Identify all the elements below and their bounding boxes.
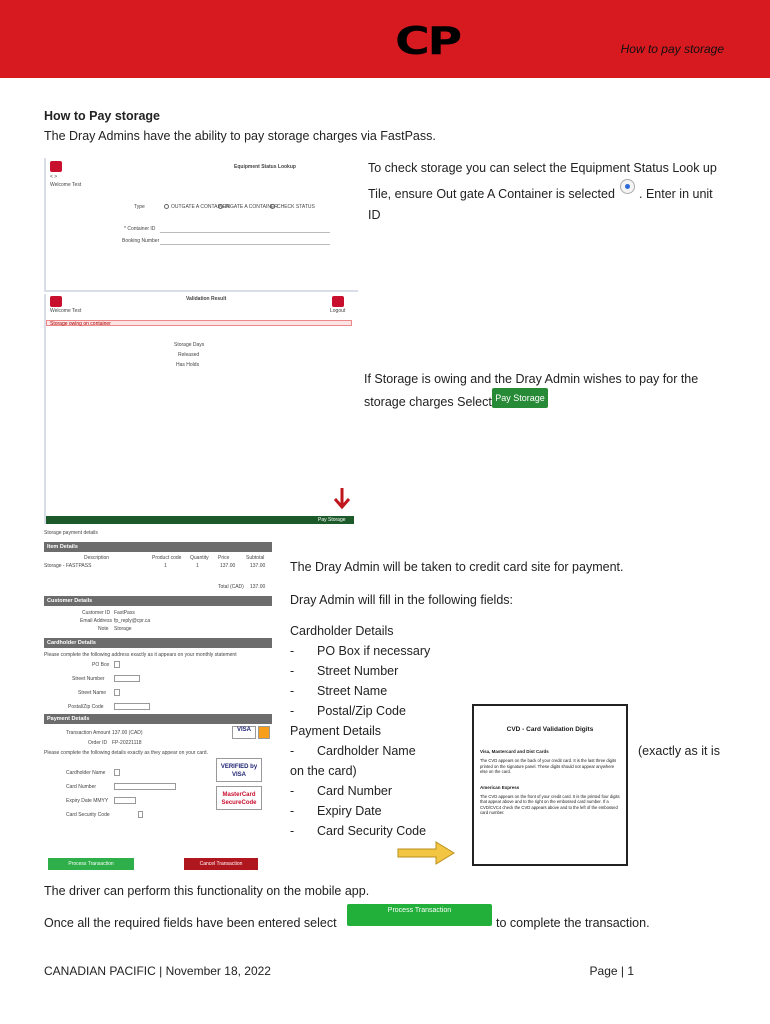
- street-name-label: Street Name: [78, 690, 107, 696]
- payment-name-cont: on the card): [290, 764, 357, 778]
- cardholder-item: Postal/Zip Code: [317, 704, 406, 718]
- postal-label: Postal/Zip Code: [68, 704, 104, 710]
- equipment-lookup-screenshot: [44, 158, 358, 292]
- step1-line2b: . Enter in unit: [639, 187, 713, 201]
- shot1-title: Equipment Status Lookup: [234, 164, 296, 170]
- final-before: Once all the required fields have been entered select: [44, 916, 337, 930]
- process-transaction-button-mock[interactable]: Process Transaction: [48, 858, 134, 870]
- intro-text: The Dray Admins have the ability to pay storage charges via FastPass.: [44, 129, 436, 143]
- cvd-p1: The CVD appears on the back of your credit card. It is the last three digits printed on the signature panel. These digits should not appear anywhere else on the card.: [480, 758, 617, 774]
- note: Storage: [114, 626, 132, 632]
- mastercard-securecode-logo: MasterCard SecureCode: [216, 786, 262, 810]
- expiry-label: Expiry Date MMYY: [66, 798, 109, 804]
- cp-badge-icon: [50, 161, 62, 172]
- payment-item: Card Number: [317, 784, 393, 798]
- name-label: Cardholder Name: [66, 770, 106, 776]
- header-title: How to pay storage: [620, 42, 724, 56]
- booking-input-line: [160, 244, 330, 245]
- shot2-logout: Logout: [330, 308, 346, 314]
- shot2-title: Validation Result: [186, 296, 227, 302]
- dash: -: [290, 684, 295, 698]
- dash: -: [290, 804, 295, 818]
- number-label: Card Number: [66, 784, 97, 790]
- verified-by-visa-logo: VERIFIED by VISA: [216, 758, 262, 782]
- footer-page: Page | 1: [589, 964, 634, 978]
- payment-title: Payment Details: [290, 724, 382, 738]
- payment-item: Expiry Date: [317, 804, 382, 818]
- amount: 137.00 (CAD): [112, 730, 143, 736]
- payment-name-note: (exactly as it is: [638, 744, 720, 758]
- cancel-transaction-button-mock[interactable]: Cancel Transaction: [184, 858, 258, 870]
- shot2-r2: Released: [178, 352, 200, 358]
- col-desc: Description: [84, 555, 110, 561]
- footer-left: CANADIAN PACIFIC | November 18, 2022: [44, 964, 271, 978]
- container-input-line: [160, 232, 330, 233]
- pobox-input[interactable]: [114, 661, 120, 668]
- radio-selected-icon: [620, 179, 635, 194]
- visa-logo: VISA: [232, 726, 256, 739]
- shot2-r3: Has Holds: [176, 362, 200, 368]
- cust-id-label: Customer ID: [82, 610, 111, 616]
- expiry-input[interactable]: [114, 797, 136, 804]
- step1-line2a: Tile, ensure Out gate A Container is selected: [368, 187, 615, 201]
- step2-line1: If Storage is owing and the Dray Admin wishes to pay for the: [364, 372, 699, 386]
- item-section: Item Details: [44, 542, 272, 552]
- pobox-label: PO Box: [92, 662, 110, 668]
- cp-badge-icon: [50, 296, 62, 307]
- street-no-label: Street Number: [72, 676, 105, 682]
- payment-form-screenshot: [44, 528, 272, 873]
- radio-icon: [164, 204, 169, 209]
- order-label: Order ID: [88, 740, 108, 746]
- row-desc: Storage - FASTPASS: [44, 563, 92, 569]
- dash: -: [290, 784, 295, 798]
- shot1-opt2: INGATE A CONTAINER: [225, 204, 278, 210]
- row-price: 137.00: [220, 563, 236, 569]
- customer-section: Customer Details: [44, 596, 272, 606]
- row-code: 1: [164, 563, 167, 569]
- cardholder-item: Street Name: [317, 684, 388, 698]
- shot2-error: Storage owing on container: [50, 321, 111, 327]
- step3-line2: Dray Admin will fill in the following fields:: [290, 593, 514, 607]
- radio-icon: [218, 204, 223, 209]
- cardholder-item: Street Number: [317, 664, 399, 678]
- col-qty: Quantity: [190, 555, 209, 561]
- payment-name: Cardholder Name: [317, 744, 416, 758]
- cvd-h2: American Express: [480, 784, 520, 790]
- order: FP-20221118: [112, 740, 142, 746]
- cardholder-title: Cardholder Details: [290, 624, 394, 638]
- shot2-r1: Storage Days: [174, 342, 205, 348]
- header-band: [0, 0, 770, 78]
- shot1-booking-label: Booking Number: [122, 238, 160, 244]
- cardholder-section: Cardholder Details: [44, 638, 272, 648]
- cvd-info-box: [472, 704, 628, 866]
- driver-note: The driver can perform this functionality on the mobile app.: [44, 884, 370, 898]
- shot1-opt1: OUTGATE A CONTAINER: [171, 204, 230, 210]
- dash: -: [290, 704, 295, 718]
- shot2-info: Welcome Test: [50, 308, 82, 314]
- total-value: 137.00: [250, 584, 266, 590]
- cvd-p2: The CVD appears on the front of your credit card. It is the printed four digits that appear above and to the right on the embossed card number. If a CVD/CVC4 check the CVD appears above and to the left of the embossed card number.: [480, 793, 620, 815]
- pay-storage-button[interactable]: Pay Storage: [492, 388, 548, 408]
- shot2-footer-btn: Pay Storage: [318, 517, 346, 523]
- street-no-input[interactable]: [114, 675, 140, 682]
- col-subtotal: Subtotal: [246, 555, 265, 561]
- shot1-container-label: * Container ID: [124, 226, 156, 232]
- cp-logo: CP: [395, 19, 460, 63]
- radio-icon: [270, 204, 275, 209]
- cust-id: FastPass: [114, 610, 135, 616]
- cvd-title: CVD - Card Validation Digits: [506, 726, 594, 733]
- cvd-h1: Visa, Mastercard and Dist Cards: [480, 749, 549, 754]
- payment-item: Card Security Code: [317, 824, 427, 838]
- row-qty: 1: [196, 563, 199, 569]
- postal-input[interactable]: [114, 703, 150, 710]
- name-input[interactable]: [114, 769, 120, 776]
- cvd-input[interactable]: [138, 811, 143, 818]
- page-heading: How to Pay storage: [44, 109, 160, 123]
- shot1-opt3: CHECK STATUS: [277, 204, 315, 210]
- cardholder-item: PO Box if necessary: [317, 644, 431, 658]
- dash: -: [290, 744, 295, 758]
- mastercard-small-logo: [258, 726, 270, 739]
- amount-label: Transaction Amount: [66, 730, 111, 736]
- validation-result-screenshot: [44, 294, 352, 524]
- yellow-arrow-right-icon: [396, 840, 456, 866]
- payment-section: Payment Details: [44, 714, 272, 724]
- red-arrow-down-icon: [334, 488, 350, 510]
- cardholder-note: Please complete the following address exactly as it appears on your monthly statement: [44, 652, 237, 658]
- number-input[interactable]: [114, 783, 176, 790]
- final-after: to complete the transaction.: [496, 916, 650, 930]
- cvd-label: Card Security Code: [66, 812, 110, 818]
- pay-note: Please complete the following details exactly as they appear on your card.: [44, 750, 208, 756]
- process-transaction-button[interactable]: Process Transaction: [347, 904, 492, 926]
- total-label: Total (CAD): [218, 584, 244, 590]
- step2-line2: storage charges Select: [364, 395, 492, 409]
- dash: -: [290, 824, 295, 838]
- cp-badge-icon: [332, 296, 344, 307]
- step1-line3: ID: [368, 208, 381, 222]
- col-code: Product code: [152, 555, 182, 561]
- step3-line1: The Dray Admin will be taken to credit card site for payment.: [290, 560, 624, 574]
- back-icon: < >: [50, 174, 58, 180]
- email-label: Email Address: [80, 618, 112, 624]
- dash: -: [290, 644, 295, 658]
- pay-top: Storage payment details: [44, 530, 98, 536]
- col-price: Price: [218, 555, 230, 561]
- step1-line1: To check storage you can select the Equipment Status Look up: [368, 161, 717, 175]
- footer-bar: [46, 516, 354, 524]
- note-label: Note: [98, 626, 109, 632]
- street-name-input[interactable]: [114, 689, 120, 696]
- dash: -: [290, 664, 295, 678]
- shot1-type-label: Type: [134, 204, 145, 210]
- shot1-welcome: Welcome Test: [50, 182, 82, 188]
- email: fp_reply@cpr.ca: [114, 618, 151, 624]
- row-sub: 137.00: [250, 563, 266, 569]
